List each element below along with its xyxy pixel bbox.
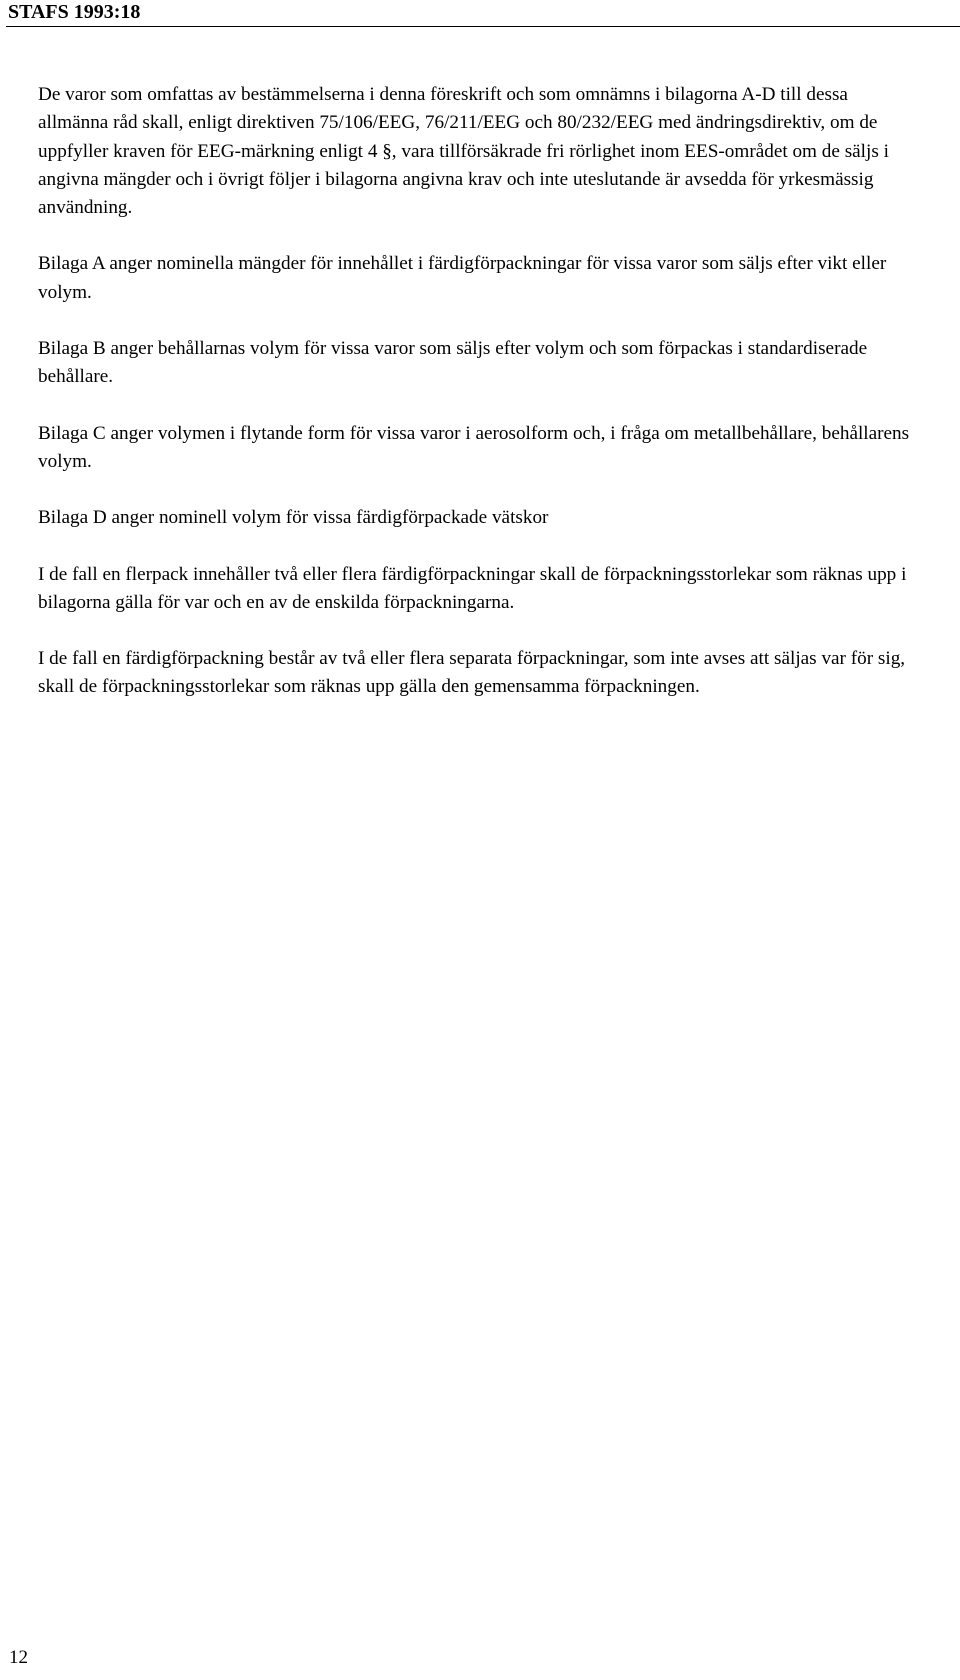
paragraph-scope: De varor som omfattas av bestämmelserna i denna föreskrift och som omnämns i bilagorna A-D till dessa allmänna råd skall, enligt direktiven 75/106/EEG, 76/211/EEG och 80/232/EEG med ändringsdirektiv, om de uppfyller kraven för EEG-märkning enligt 4 §, vara tillförsäkrade fri rörlighet inom EES-området om de säljs i angivna mängder och i övrigt följer i bilagorna angivna krav och inte uteslutande är avsedda för yrkesmässig användning. (38, 84, 889, 219)
paragraph-separate-packages: I de fall en färdigförpackning består av två eller flera separata förpackningar, som inte avses att säljas var för sig, skall de förpackningsstorlekar som räknas upp gälla den gemensamma förpackningen. (38, 648, 906, 698)
paragraph-annex-a: Bilaga A anger nominella mängder för innehållet i färdigförpackningar för vissa varor som säljs efter vikt eller volym. (38, 253, 887, 303)
paragraph-annex-c: Bilaga C anger volymen i flytande form för vissa varor i aerosolform och, i fråga om metallbehållare, behållarens volym. (38, 422, 910, 472)
paragraph-annex-d: Bilaga D anger nominell volym för vissa färdigförpackade vätskor (38, 507, 549, 529)
document-body (38, 81, 918, 730)
paragraph-annex-b: Bilaga B anger behållarnas volym för vissa varor som säljs efter volym och som förpackas i standardiserade behållare. (38, 338, 868, 388)
page-number: 12 (9, 1647, 28, 1668)
paragraph-multipack: I de fall en flerpack innehåller två eller flera färdigförpackningar skall de förpackningsstorlekar som räknas upp i bilagorna gälla för var och en av de enskilda förpackningarna. (38, 563, 907, 613)
document-reference-title: STAFS 1993:18 (8, 1, 141, 23)
page-header (6, 0, 960, 27)
